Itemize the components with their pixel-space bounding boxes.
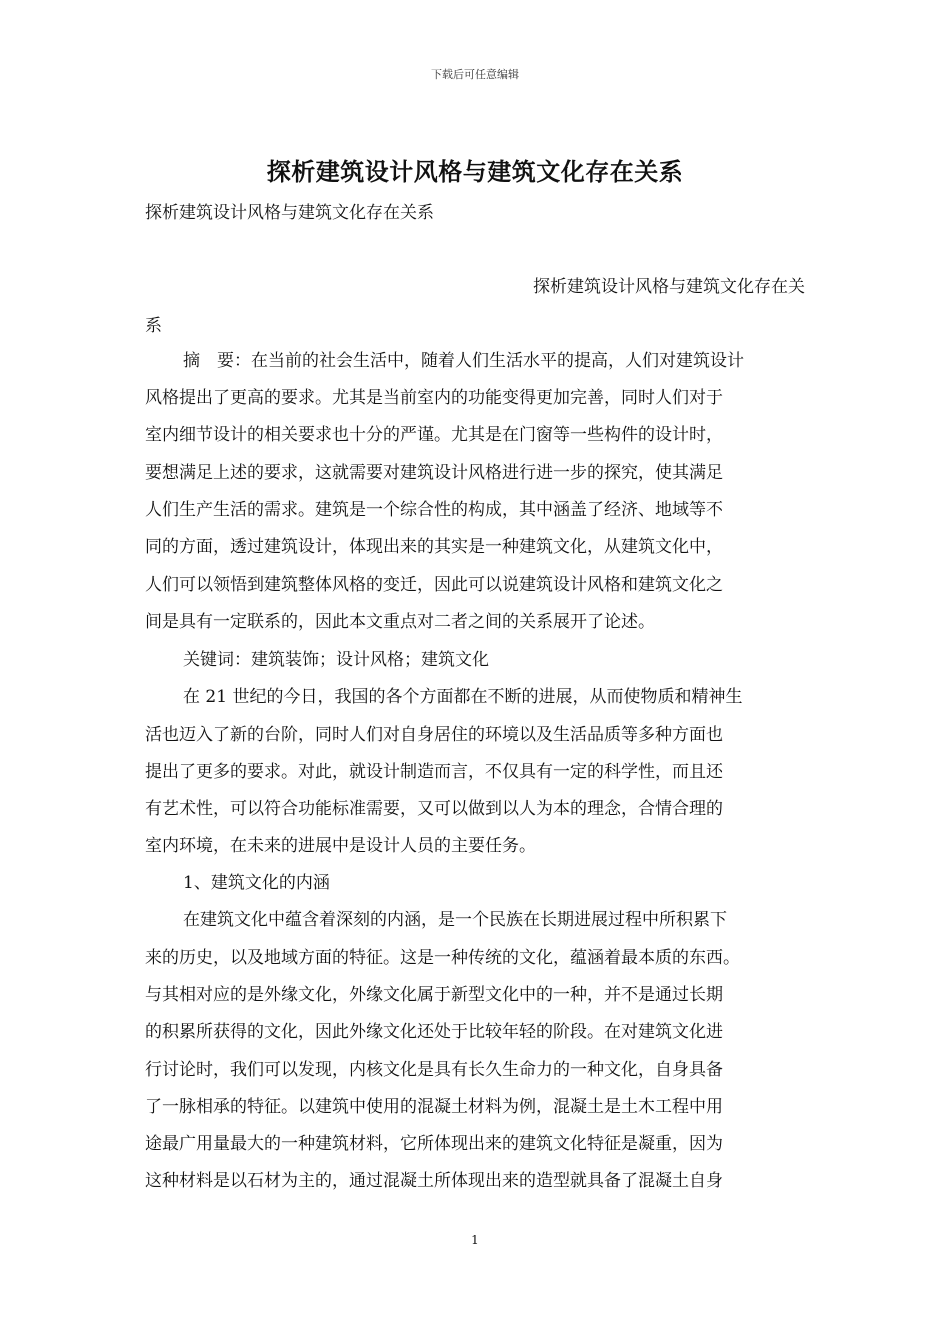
section-1-line-1: 在建筑文化中蕴含着深刻的内涵，是一个民族在长期进展过程中所积累下 — [183, 910, 727, 930]
document-title: 探析建筑设计风格与建筑文化存在关系 — [266, 157, 684, 186]
abstract-line-3: 室内细节设计的相关要求也十分的严谨。尤其是在门窗等一些构件的设计时， — [145, 425, 723, 445]
abstract-line-8: 间是具有一定联系的，因此本文重点对二者之间的关系展开了论述。 — [145, 612, 655, 632]
section-1-line-7: 途最广用量最大的一种建筑材料，它所体现出来的建筑文化特征是凝重，因为 — [145, 1134, 723, 1154]
intro-line-2: 活也迈入了新的台阶，同时人们对自身居住的环境以及生活品质等多种方面也 — [145, 725, 723, 745]
intro-line-3: 提出了更多的要求。对此，就设计制造而言，不仅具有一定的科学性，而且还 — [145, 762, 723, 782]
right-title-line-2: 系 — [145, 316, 162, 336]
section-1-line-2: 来的历史，以及地域方面的特征。这是一种传统的文化，蕴涵着最本质的东西。 — [145, 948, 740, 968]
intro-line-5: 室内环境，在未来的进展中是设计人员的主要任务。 — [145, 836, 536, 856]
abstract-line-7: 人们可以领悟到建筑整体风格的变迁，因此可以说建筑设计风格和建筑文化之 — [145, 575, 723, 595]
section-1-line-4: 的积累所获得的文化，因此外缘文化还处于比较年轻的阶段。在对建筑文化进 — [145, 1022, 723, 1042]
section-1-line-8: 这种材料是以石材为主的，通过混凝土所体现出来的造型就具备了混凝土自身 — [145, 1171, 723, 1191]
abstract-line-6: 同的方面，透过建筑设计，体现出来的其实是一种建筑文化，从建筑文化中， — [145, 537, 723, 557]
section-1-line-6: 了一脉相承的特征。以建筑中使用的混凝土材料为例，混凝土是土木工程中用 — [145, 1097, 723, 1117]
keywords-line: 关键词：建筑装饰；设计风格；建筑文化 — [183, 650, 489, 670]
section-1-line-3: 与其相对应的是外缘文化，外缘文化属于新型文化中的一种，并不是通过长期 — [145, 985, 723, 1005]
page-header: 下载后可任意编辑 — [431, 68, 519, 81]
abstract-line-5: 人们生产生活的需求。建筑是一个综合性的构成，其中涵盖了经济、地域等不 — [145, 500, 723, 520]
page-number: 1 — [471, 1233, 479, 1247]
abstract-line-4: 要想满足上述的要求，这就需要对建筑设计风格进行进一步的探究，使其满足 — [145, 463, 723, 483]
section-1-heading: 1、建筑文化的内涵 — [183, 873, 330, 893]
abstract-line-1: 摘 要：在当前的社会生活中，随着人们生活水平的提高，人们对建筑设计 — [183, 351, 744, 371]
subtitle-line: 探析建筑设计风格与建筑文化存在关系 — [145, 203, 434, 223]
right-title-line-1: 探析建筑设计风格与建筑文化存在关 — [533, 277, 805, 297]
intro-line-1: 在 21 世纪的今日，我国的各个方面都在不断的进展，从而使物质和精神生 — [183, 687, 743, 707]
section-1-line-5: 行讨论时，我们可以发现，内核文化是具有长久生命力的一种文化，自身具备 — [145, 1060, 723, 1080]
abstract-line-2: 风格提出了更高的要求。尤其是当前室内的功能变得更加完善，同时人们对于 — [145, 388, 723, 408]
intro-line-4: 有艺术性，可以符合功能标准需要，又可以做到以人为本的理念，合情合理的 — [145, 799, 723, 819]
